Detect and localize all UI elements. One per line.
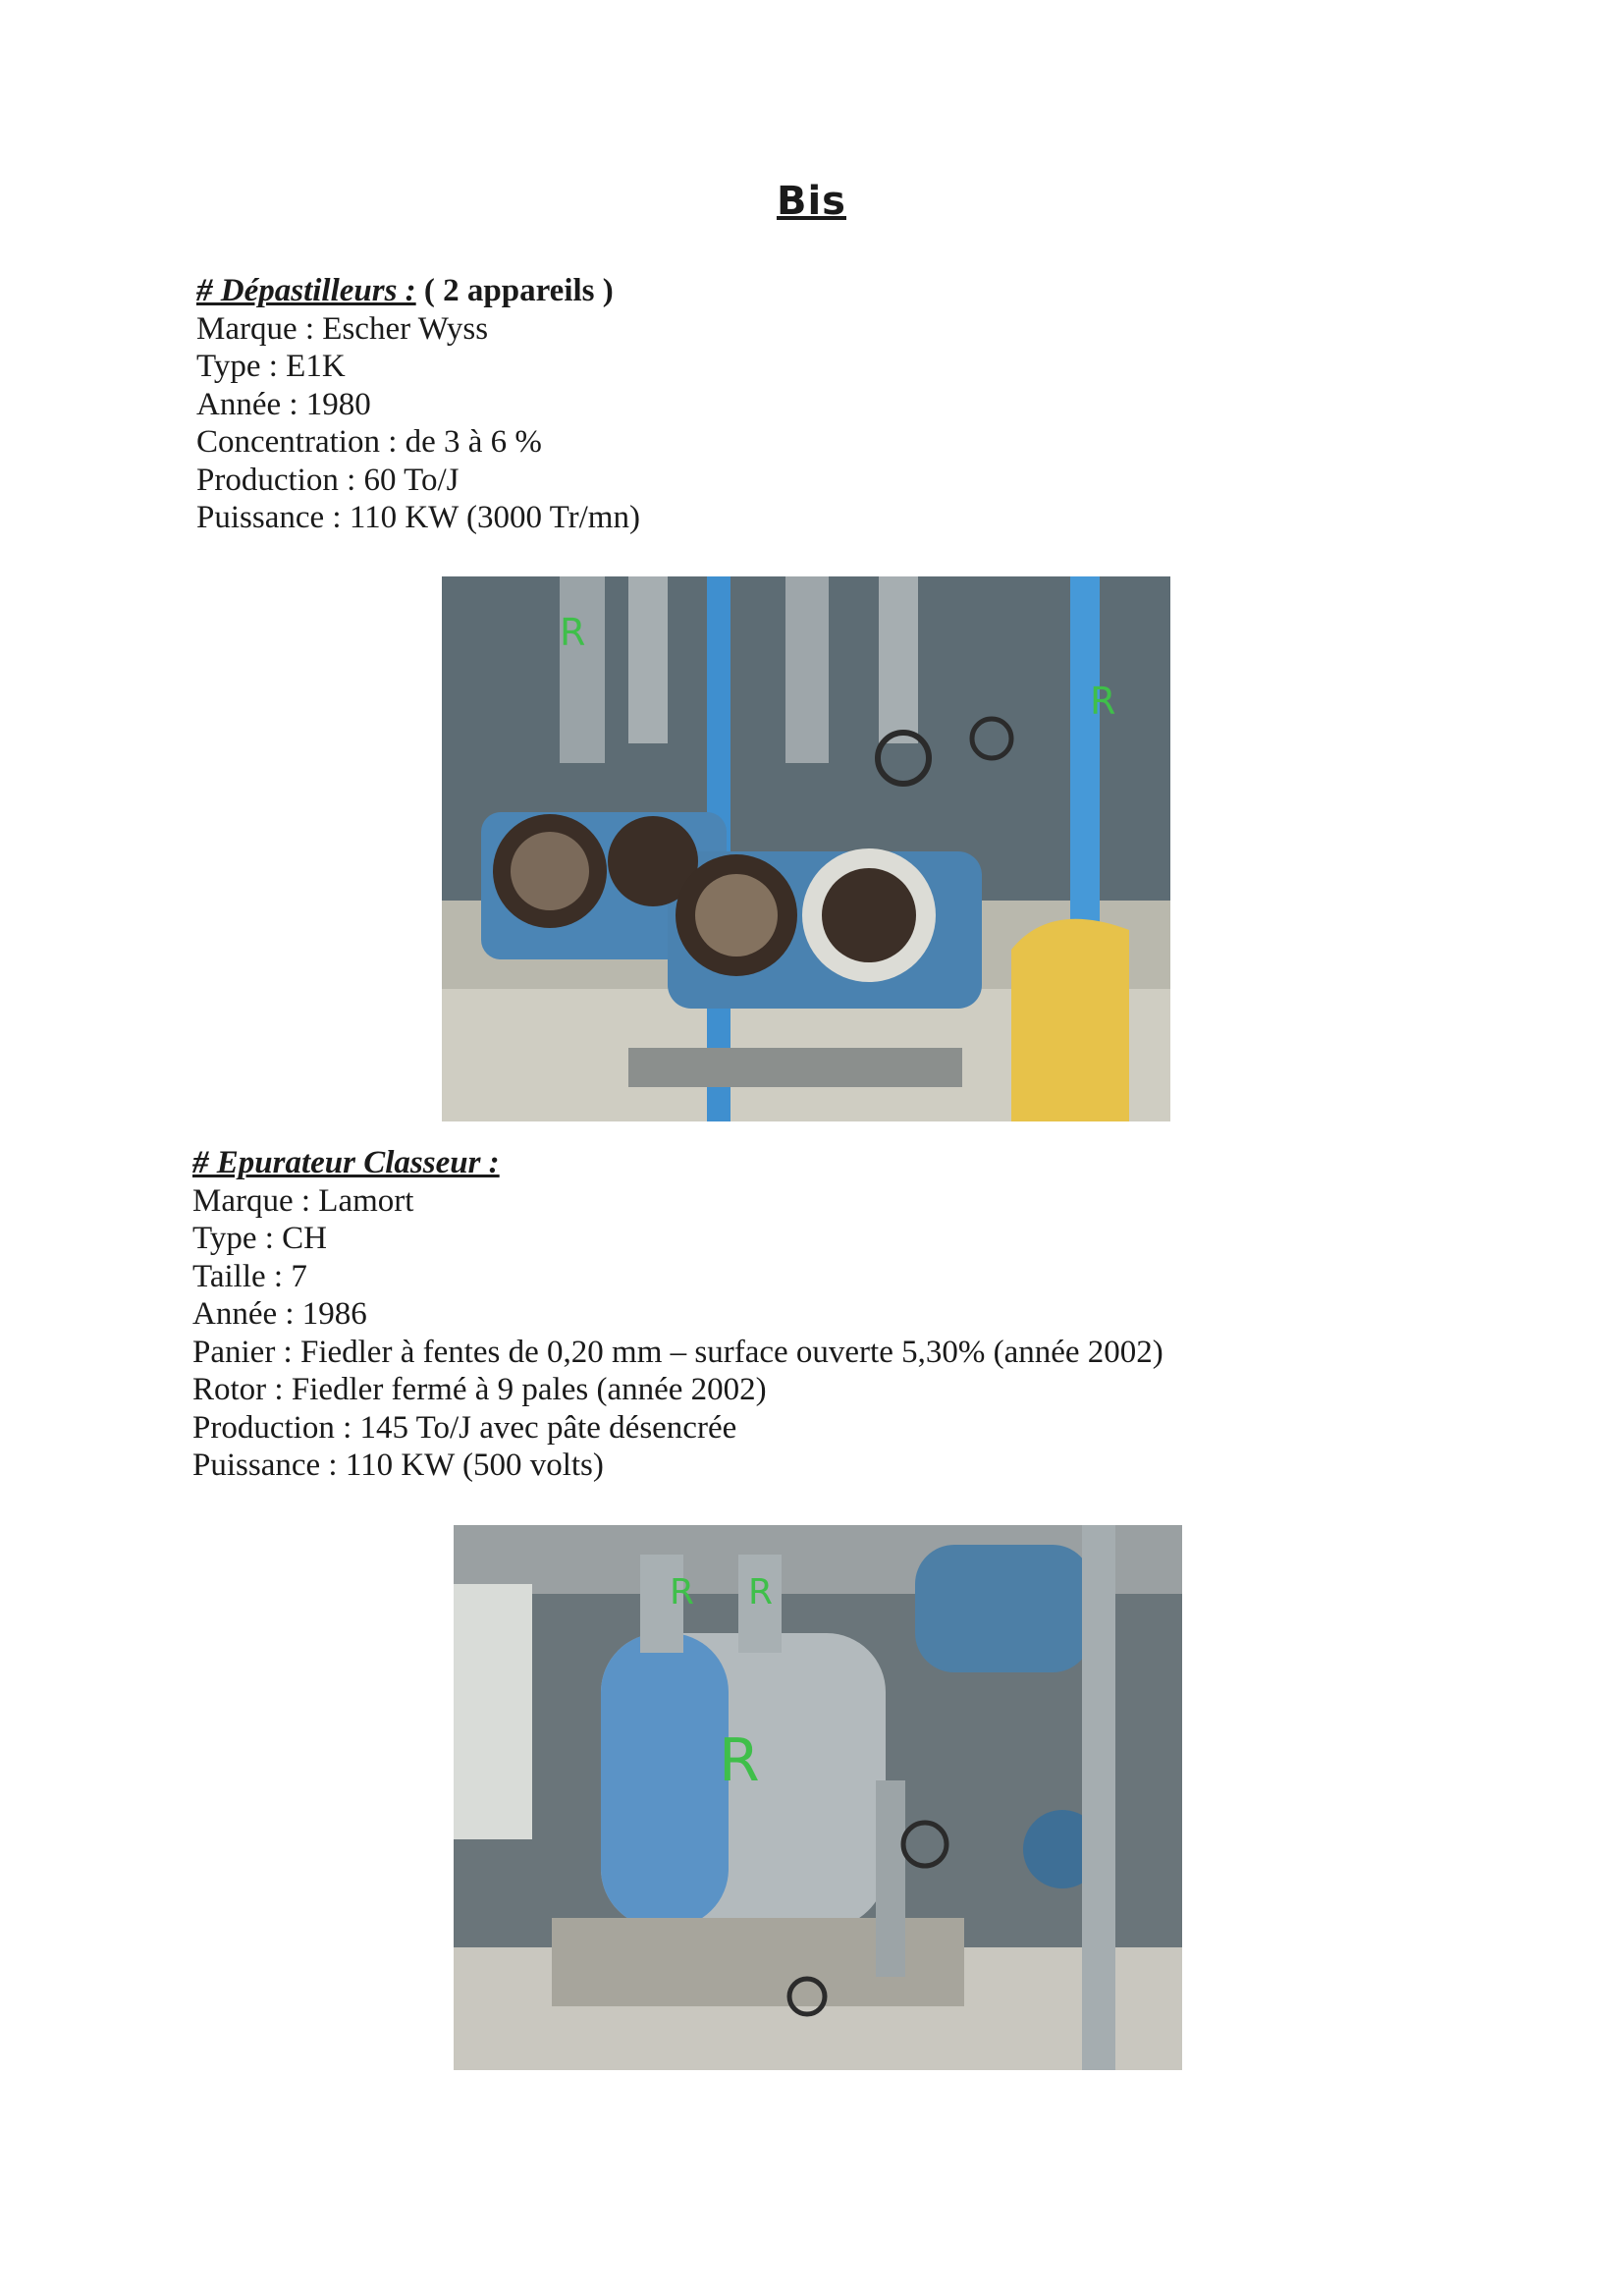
epurateur-illustration xyxy=(454,1525,1182,2070)
spec-line: Panier : Fiedler à fentes de 0,20 mm – surface ouverte 5,30% (année 2002) xyxy=(192,1334,1163,1370)
spec-line: Puissance : 110 KW (3000 Tr/mn) xyxy=(196,500,640,535)
svg-text:R: R xyxy=(719,1726,760,1795)
depastilleurs-illustration xyxy=(442,576,1170,1121)
epurateur-classeur-photo xyxy=(454,1525,1182,2070)
spec-line: Production : 145 To/J avec pâte désencrée xyxy=(192,1409,737,1446)
spec-line: Marque : Escher Wyss xyxy=(196,310,489,347)
spec-line: Rotor : Fiedler fermé à 9 pales (année 2002) xyxy=(192,1372,767,1407)
section-epurateur-classeur xyxy=(192,1144,1163,1485)
svg-text:R: R xyxy=(560,611,586,654)
section-heading xyxy=(196,272,640,310)
spec-line: Année : 1980 xyxy=(196,386,371,422)
spec-line: Type : CH xyxy=(192,1221,328,1256)
svg-text:R: R xyxy=(748,1572,774,1613)
svg-text:R: R xyxy=(670,1572,695,1613)
spec-line: Type : E1K xyxy=(196,349,346,384)
heading-extra: ( 2 appareils ) xyxy=(415,273,614,308)
svg-text:R: R xyxy=(1090,680,1116,723)
spec-line: Taille : 7 xyxy=(192,1258,307,1294)
depastilleurs-photo xyxy=(442,576,1170,1121)
heading-label: # Dépastilleurs : xyxy=(196,273,416,308)
spec-line: Puissance : 110 KW (500 volts) xyxy=(192,1448,604,1483)
section-heading xyxy=(192,1144,1163,1182)
section-depastilleurs xyxy=(196,272,640,537)
heading-label: # Epurateur Classeur : xyxy=(192,1145,500,1180)
page-title: Bis xyxy=(776,179,846,224)
spec-line: Année : 1986 xyxy=(192,1296,367,1332)
spec-line: Production : 60 To/J xyxy=(196,462,460,498)
spec-line: Marque : Lamort xyxy=(192,1182,414,1219)
spec-line: Concentration : de 3 à 6 % xyxy=(196,424,542,460)
